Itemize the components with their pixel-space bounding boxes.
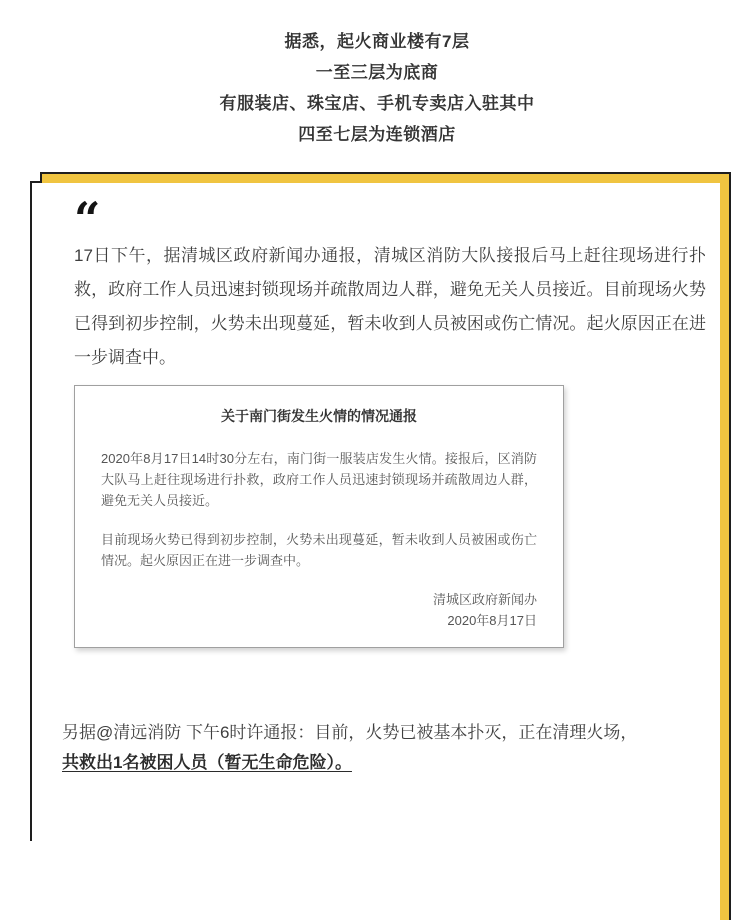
headline-line-3: 有服装店、珠宝店、手机专卖店入驻其中 (219, 94, 535, 113)
accent-bar-top (40, 172, 731, 183)
headline-line-2: 一至三层为底商 (315, 63, 439, 82)
quote-card-content (32, 183, 720, 648)
headline-line-1: 据悉，起火商业楼有7层 (284, 32, 470, 51)
update-highlight: 共救出1名被困人员（暂无生命危险）。 (62, 753, 352, 772)
notice-date: 2020年8月17日 (447, 613, 537, 628)
notice-title: 关于南门街发生火情的情况通报 (221, 408, 417, 424)
headline-line-4: 四至七层为连锁酒店 (298, 125, 456, 144)
update-paragraph (32, 718, 720, 778)
update-lead: 另据@清远消防 下午6时许通报：目前，火势已被基本扑灭，正在清理火场， (62, 723, 638, 742)
quote-card (30, 181, 722, 841)
notice-paragraph-2: 目前现场火势已得到初步控制，火势未出现蔓延，暂未收到人员被困或伤亡情况。起火原因正在进一步调查中。 (101, 532, 537, 568)
notice-paragraph-1: 2020年8月17日14时30分左右，南门街一服装店发生火情。接报后，区消防大队马上赶往现场进行扑救，政府工作人员迅速封锁现场并疏散周边人群，避免无关人员接近。 (101, 451, 537, 508)
accent-bar-right (720, 172, 731, 920)
notice-signature: 清城区政府新闻办 (432, 592, 537, 607)
quote-paragraph: 17日下午，据清城区政府新闻办通报，清城区消防大队接报后马上赶往现场进行扑救，政府工作人员迅速封锁现场并疏散周边人群，避免无关人员接近。目前现场火势已得到初步控制，火势未出现蔓延，暂未收到人员被困或伤亡情况。起火原因正在进一步调查中。 (74, 246, 706, 367)
headline-block (0, 0, 754, 150)
notice-card (74, 385, 564, 648)
quote-icon: “ (74, 192, 101, 246)
